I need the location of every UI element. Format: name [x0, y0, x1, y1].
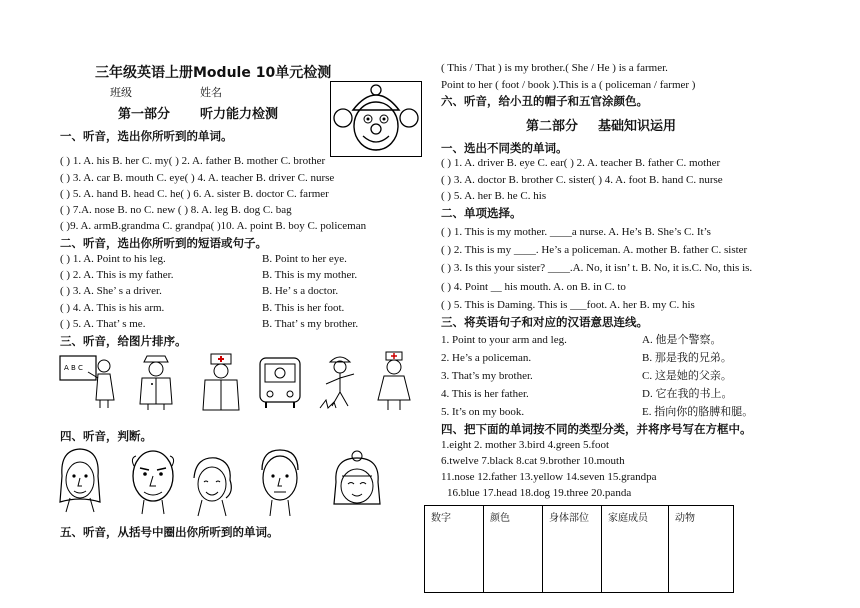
mother-face-picture	[186, 452, 238, 523]
s2-heading: 二、听音，选出你所听到的短语或句子。	[60, 236, 267, 250]
r1-line: ( ) 1. A. driver B. eye C. ear( ) 2. A. teacher B. father C. mother	[441, 157, 721, 169]
category-numbers[interactable]: 数字	[425, 506, 484, 593]
r3-english: 2. He’s a policeman.	[441, 352, 532, 364]
s2-option-a: ( ) 2. A. This is my father.	[60, 269, 174, 281]
r2-heading: 二、单项选择。	[441, 206, 522, 220]
nurse-picture	[372, 350, 416, 417]
category-family[interactable]: 家庭成员	[602, 506, 669, 593]
s2-option-b: B. He’ s a doctor.	[262, 285, 339, 297]
father-face-picture	[252, 446, 308, 523]
category-animals[interactable]: 动物	[669, 506, 734, 593]
name-label: 姓名	[200, 86, 222, 99]
s1-line: ( ) 1. A. his B. her C. my( ) 2. A. father B. mother C. brother	[60, 155, 326, 167]
policeman-picture	[132, 352, 180, 417]
s1-line: ( )9. A. armB.grandma C. grandpa( )10. A. point B. boy C. policeman	[60, 220, 367, 232]
s3-heading: 三、听音，给图片排序。	[60, 334, 187, 348]
part2-name: 基础知识运用	[598, 119, 677, 134]
category-table	[424, 505, 734, 593]
s2-option-a: ( ) 5. A. That’ s me.	[60, 318, 146, 330]
r3-chinese: A. 他是个警察。	[642, 334, 722, 346]
s1-line: ( ) 3. A. car B. mouth C. eye( ) 4. A. teacher B. driver C. nurse	[60, 172, 335, 184]
r3-english: 5. It’s on my book.	[441, 406, 525, 418]
s2-option-b: B. This is her foot.	[262, 302, 345, 314]
r3-english: 1. Point to your arm and leg.	[441, 334, 567, 346]
r3-chinese: B. 那是我的兄弟。	[642, 352, 732, 364]
r1-heading: 一、选出不同类的单词。	[441, 141, 568, 155]
r2-line: ( ) 3. Is this your sister? ____.A. No, it isn’ t. B. No, it is.C. No, this is.	[441, 262, 753, 274]
svg-text:A B C: A B C	[64, 364, 83, 372]
r2-line: ( ) 1. This is my mother. ____a nurse. A. He’s B. She’s C. It’s	[441, 226, 711, 238]
r4-word-line: 6.twelve 7.black 8.cat 9.brother 10.mouth	[441, 455, 625, 467]
s1-heading: 一、听音，选出你所听到的单词。	[60, 129, 233, 143]
farmer-picture	[318, 352, 364, 417]
s2-option-a: ( ) 1. A. Point to his leg.	[60, 253, 166, 265]
r1-line: ( ) 3. A. doctor B. brother C. sister( ) 4. A. foot B. hand C. nurse	[441, 174, 723, 186]
r3-heading: 三、将英语句子和对应的汉语意思连线。	[441, 315, 648, 329]
s2-option-a: ( ) 3. A. She’ s a driver.	[60, 285, 162, 297]
doctor-picture	[197, 352, 245, 417]
r2-line: ( ) 5. This is Daming. This is ___foot. A. her B. my C. his	[441, 299, 695, 311]
s5-sentence: ( This / That ) is my brother.( She / He ) is a farmer.	[441, 62, 668, 74]
girl-face-picture	[326, 448, 388, 523]
page-title: 三年级英语上册Module 10单元检测	[95, 65, 332, 81]
r4-word-line: 1.eight 2. mother 3.bird 4.green 5.foot	[441, 439, 610, 451]
s1-line: ( ) 7.A. nose B. no C. new ( ) 8. A. leg B. dog C. bag	[60, 204, 292, 216]
r1-line: ( ) 5. A. her B. he C. his	[441, 190, 547, 202]
r3-english: 4. This is her father.	[441, 388, 529, 400]
part1-label: 第一部分	[118, 107, 171, 122]
r3-chinese: C. 这是她的父亲。	[642, 370, 732, 382]
grandpa-face-picture	[124, 444, 182, 521]
grandma-face-picture	[56, 446, 104, 519]
r3-chinese: E. 指向你的胳膊和腿。	[642, 406, 754, 418]
s1-line: ( ) 5. A. hand B. head C. he( ) 6. A. sister B. doctor C. farmer	[60, 188, 329, 200]
r2-line: ( ) 2. This is my ____. He’s a policeman. A. mother B. father C. sister	[441, 244, 748, 256]
r4-word-line: 11.nose 12.father 13.yellow 14.seven 15.grandpa	[441, 471, 657, 483]
r3-chinese: D. 它在我的书上。	[642, 388, 733, 400]
category-colors[interactable]: 颜色	[484, 506, 543, 593]
driver-picture	[256, 352, 306, 417]
clown-picture	[330, 81, 422, 157]
s2-option-b: B. Point to her eye.	[262, 253, 347, 265]
s6-heading: 六、听音，给小丑的帽子和五官涂颜色。	[441, 94, 648, 108]
category-body-parts[interactable]: 身体部位	[543, 506, 602, 593]
s5-sentence: Point to her ( foot / book ).This is a ( policeman / farmer )	[441, 79, 696, 91]
s4-heading: 四、听音，判断。	[60, 429, 152, 443]
r4-word-line: 16.blue 17.head 18.dog 19.three 20.panda	[447, 487, 632, 499]
class-label: 班级	[110, 86, 132, 99]
part1-name: 听力能力检测	[200, 107, 279, 122]
s2-option-b: B. This is my mother.	[262, 269, 358, 281]
part2-label: 第二部分	[526, 119, 579, 134]
r4-heading: 四、把下面的单词按不同的类型分类，并将序号写在方框中。	[441, 422, 752, 436]
s5-heading: 五、听音，从括号中圈出你所听到的单词。	[60, 525, 279, 539]
r3-english: 3. That’s my brother.	[441, 370, 533, 382]
teacher-picture	[58, 352, 120, 415]
s2-option-a: ( ) 4. A. This is his arm.	[60, 302, 165, 314]
s2-option-b: B. That’ s my brother.	[262, 318, 359, 330]
r2-line: ( ) 4. Point __ his mouth. A. on B. in C. to	[441, 281, 626, 293]
